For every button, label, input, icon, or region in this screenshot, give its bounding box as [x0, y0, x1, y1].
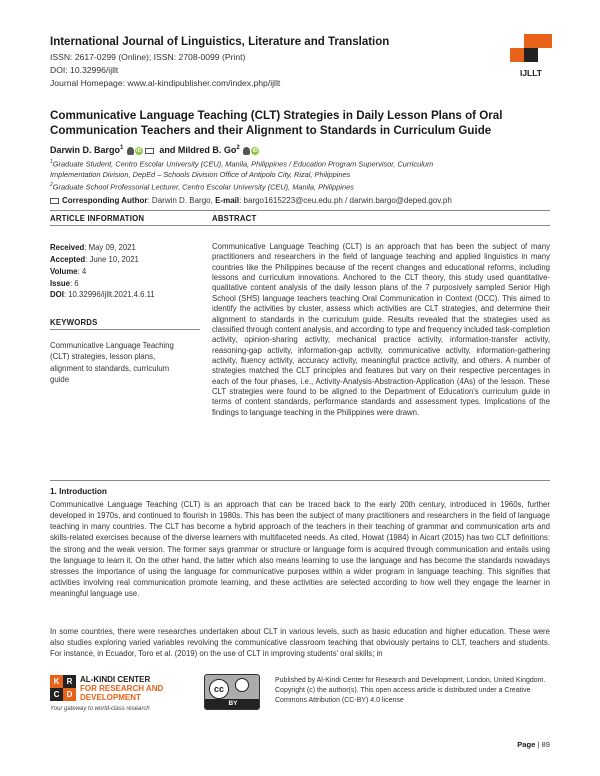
doi-label: DOI — [50, 290, 64, 300]
article-info-heading: ARTICLE INFORMATION — [50, 214, 145, 223]
page-number — [500, 740, 550, 749]
kd-letter-k: K — [50, 675, 63, 688]
al-kindi-name — [80, 675, 163, 703]
corr-email-label: E-mail — [215, 196, 240, 205]
received-row — [50, 242, 155, 254]
al-kindi-logo — [50, 675, 76, 701]
divider-heading — [50, 225, 550, 226]
journal-logo-text: IJLLT — [519, 68, 543, 78]
divider-top — [50, 210, 550, 211]
received-label: Received — [50, 243, 85, 252]
person-icon — [243, 147, 250, 155]
author-list — [50, 145, 259, 155]
introduction-heading: 1. Introduction — [50, 487, 107, 496]
author-1-sup: 1 — [120, 145, 124, 151]
page-number-value: | 89 — [537, 740, 550, 749]
logo-square-3 — [510, 48, 524, 62]
mail-icon[interactable] — [145, 148, 154, 154]
volume-value: : 4 — [77, 266, 87, 276]
affiliation-1 — [50, 159, 550, 168]
aff1-line1: Graduate Student, Centro Escolar University (CEU), Manila, Philippines / Education Program Supervisor, Curriculum — [52, 159, 434, 169]
journal-doi: DOI: 10.32996/ijllt — [50, 65, 119, 75]
journal-title: International Journal of Linguistics, Literature and Translation — [50, 36, 390, 48]
divider-bottom — [50, 480, 550, 481]
corr-email[interactable]: : bargo1615223@ceu.edu.ph / darwin.bargo@deped.gov.ph — [239, 196, 452, 205]
keywords: Communicative Language Teaching (CLT) strategies, lesson plans, alignment to standards, curriculum guide — [50, 341, 174, 384]
volume-label: Volume — [50, 266, 78, 276]
corr-label: Corresponding Author — [62, 196, 148, 205]
issue-label: Issue — [50, 278, 70, 288]
author-1-name: Darwin D. Bargo — [50, 145, 121, 155]
paper-title — [50, 108, 550, 139]
abstract-text: Communicative Language Teaching (CLT) is an approach that has been the subject of many practitioners and researchers in the field of language teaching and applied linguistics in many countries like the Philippines because of the recent changes and educational reforms, including lessons and curriculum innovations. Anchored to the CLT theory, this study used quantitative-qualitative content analysis of the daily lesson plans of the 7 purposively sampled Senior High School (SHS) language teachers teaching Oral Communication in Context (OCC). This aimed to identify the activities by cluster, assess which activities are CLT strategies, and determine their alignment to standards in the curriculum guide. Results revealed that the strategies used as classified through content analysis, and according to type and frequency included task-completion activity, opinion-sharing activity, mechanical practice activity, information-transfer activity, reasoning-gap activity, information-gap activity, communicative activity, information-gathering activity, fluency activity, accuracy activity, meaningful practice activity, and others. A number of strategies matched the CLT principles and features but vary on their respective percentages in each of the four phases, i.e., Activity-Analysis-Abstraction-Application (4As) of the lesson. These CLT strategies were found to be aligned to the Department of Education's curriculum guide in terms of content standards, performance standards and assessment types. Implications of the findings to language teaching in the Philippines were drawn. — [212, 242, 550, 417]
aff2-text: Graduate School Professorial Lecturer, Centro Escolar University (CEU), Manila, Philippines — [52, 182, 354, 192]
article-info — [50, 242, 155, 301]
page-label: Page — [517, 740, 536, 749]
volume-row — [50, 266, 155, 278]
cc-by-label: BY — [205, 699, 260, 709]
author-2-name: Mildred B. Go — [177, 145, 237, 155]
attribution-person-icon — [235, 678, 249, 692]
doi-value[interactable]: : 10.32996/ijllt.2021.4.6.11 — [63, 290, 155, 300]
received-value: : May 09, 2021 — [84, 243, 136, 252]
orcid-icon[interactable]: iD — [136, 147, 142, 154]
corr-name: : Darwin D. Bargo, — [147, 196, 213, 205]
issue-row — [50, 278, 155, 290]
keywords-divider — [50, 329, 200, 330]
accepted-row — [50, 254, 155, 266]
kd-letter-c: C — [50, 688, 63, 701]
logo-square-4 — [524, 48, 538, 62]
keywords-heading: KEYWORDS — [50, 318, 98, 327]
envelope-icon — [50, 198, 59, 204]
author-2-sup: 2 — [236, 145, 240, 151]
corresponding-author — [50, 196, 452, 205]
logo-square-1 — [524, 34, 538, 48]
abstract-heading: ABSTRACT — [212, 214, 257, 223]
orcid-icon[interactable]: iD — [252, 147, 259, 154]
issue-value: : 6 — [69, 278, 79, 288]
paper-title-line2: Communication Teachers and their Alignment to Standards in Curriculum Guide — [50, 124, 492, 138]
kd-name-line1: AL-KINDI CENTER — [80, 675, 151, 684]
publisher-note: Published by Al-Kindi Center for Research and Development, London, United Kingdom. Copyright (c) the author(s). This open access article is distributed under a Creative Commons Attribution (CC-BY) 4.0 license — [275, 677, 546, 704]
kd-name-line2: FOR RESEARCH AND — [80, 684, 164, 694]
al-kindi-tagline: Your gateway to world-class research — [50, 706, 150, 712]
accepted-label: Accepted — [50, 254, 86, 264]
affiliation-1-cont: Implementation Division, DepEd – Schools Division Office of Antipolo City, Rizal, Philippines — [50, 170, 351, 179]
kd-letter-r: R — [63, 675, 76, 688]
affiliation-2 — [50, 182, 550, 191]
creative-commons-icon: cc — [209, 679, 229, 699]
kd-name-line3: DEVELOPMENT — [80, 693, 141, 703]
introduction-paragraph-1: Communicative Language Teaching (CLT) is an approach that can be traced back to the early 20th century, introduced in 1960s, further developed in 1970s, and continued to flourish in 1980s. This has been the subject of many practitioners and researchers in the field of language teaching in many countries. The CLT has become a hybrid approach of the teachers in their teaching of grammar and communication arts and skills-related exercises because of the diverse learners with multifaceted needs. As cited, Howat (1984) in Aicart (2015) has two CLT definitions: the strong and the weak version. The former says grammar or structure or language form is acquired through communication and entails using the language to learn it. On the other hand, the latter which also means learning to use the language and has become the standards nowadays stresses the importance of using the language for communicative purposes within a wider program in language teaching. This signifies that activities involving real communication promote learning, and these activities are selected according to how well they engage the learner in meaningful language use. — [50, 500, 550, 599]
introduction-paragraph-2: In some countries, there were researches undertaken about CLT in various levels, such as basic education and higher education. These were also studies exploring varied variables revolving the communicative classroom teaching that obviously pertains to CLT, teachers and students. For instance, in Ecuador, Toro et al. (2019) on the use of CLT in improving students' oral skills; in — [50, 627, 550, 659]
logo-square-2 — [538, 34, 552, 48]
accepted-value: : June 10, 2021 — [85, 254, 139, 264]
aff1-sup: 1 — [50, 159, 53, 165]
paper-title-line1: Communicative Language Teaching (CLT) Strategies in Daily Lesson Plans of Oral — [50, 109, 503, 122]
person-icon — [127, 147, 134, 155]
doi-row — [50, 289, 155, 301]
cc-by-license-badge[interactable] — [204, 674, 260, 710]
author-join: and — [159, 145, 176, 155]
journal-homepage[interactable]: Journal Homepage: www.al-kindipublisher.com/index.php/ijllt — [50, 78, 281, 88]
kd-letter-d: D — [63, 688, 76, 701]
journal-issn: ISSN: 2617-0299 (Online); ISSN: 2708-0099 (Print) — [50, 52, 246, 62]
aff2-sup: 2 — [50, 182, 53, 188]
